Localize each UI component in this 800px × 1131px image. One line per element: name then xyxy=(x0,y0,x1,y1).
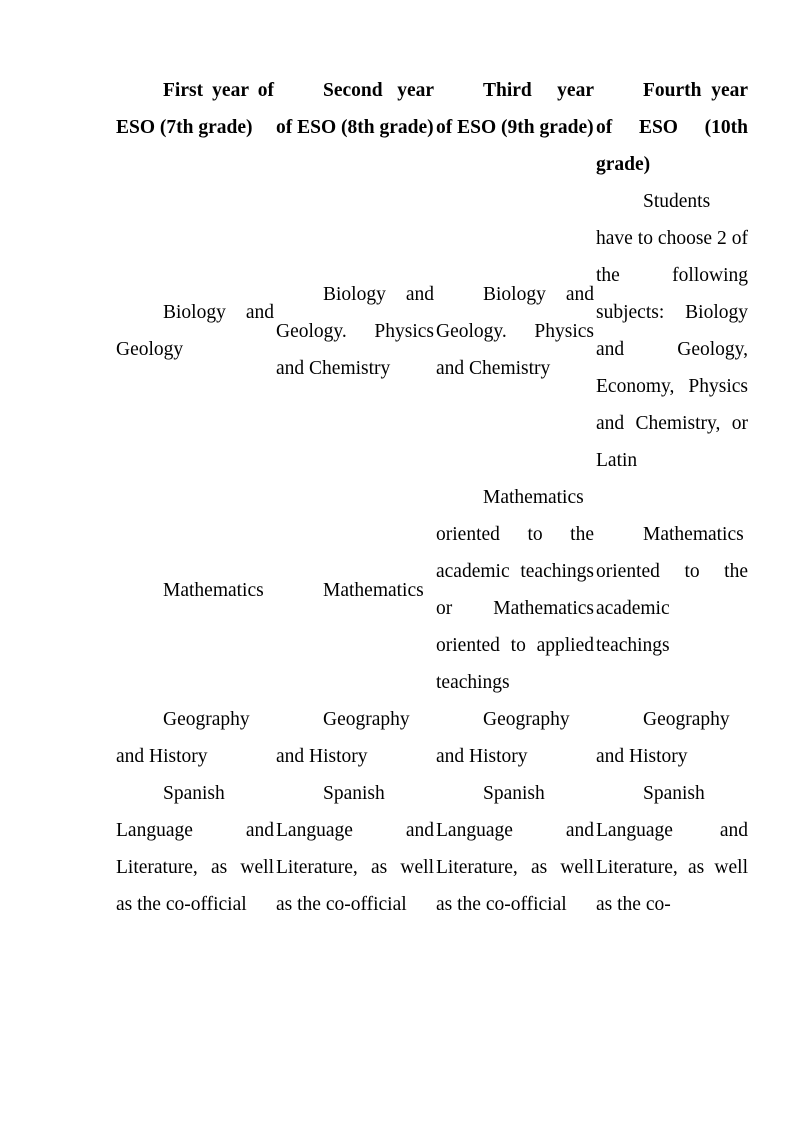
table-row-spanish-language xyxy=(116,775,748,923)
cell-geo-second: Geography and History xyxy=(276,709,410,767)
eso-subjects-table xyxy=(116,72,748,923)
header-third-year: Third year of ESO (9th grade) xyxy=(436,80,594,138)
header-second-year: Second year of ESO (8th grade) xyxy=(276,80,434,138)
cell-science-second: Biology and Geology. Physics and Chemistry xyxy=(276,283,434,379)
cell-science-first: Biology and Geology xyxy=(116,302,274,360)
header-first-year: First year of ESO (7th grade) xyxy=(116,80,274,138)
cell-math-second: Mathematics xyxy=(323,579,424,601)
cell-spanish-fourth: Spanish Language and Literature, as well as the co- xyxy=(596,783,748,915)
cell-spanish-first: Spanish Language and Literature, as well as the co-official xyxy=(116,783,274,915)
cell-geo-third: Geography and History xyxy=(436,709,570,767)
cell-science-fourth: Students have to choose 2 of the following subjects: Biology and Geology, Economy, Physics and Chemistry, or Latin xyxy=(596,191,748,471)
cell-math-third: Mathematics oriented to the academic teachings or Mathematics oriented to applied teachings xyxy=(436,487,594,693)
cell-math-first: Mathematics xyxy=(163,579,264,601)
cell-geo-fourth: Geography and History xyxy=(596,709,730,767)
table-row-science xyxy=(116,183,748,479)
table-header-row xyxy=(116,72,748,183)
header-fourth-year: Fourth year of ESO (10th grade) xyxy=(596,80,748,175)
cell-science-third: Biology and Geology. Physics and Chemistry xyxy=(436,283,594,379)
cell-math-fourth: Mathematics oriented to the academic teachings xyxy=(596,524,748,656)
table-row-geography-history xyxy=(116,701,748,775)
table-row-mathematics xyxy=(116,479,748,701)
cell-geo-first: Geography and History xyxy=(116,709,250,767)
cell-spanish-third: Spanish Language and Literature, as well as the co-official xyxy=(436,783,594,915)
cell-spanish-second: Spanish Language and Literature, as well as the co-official xyxy=(276,783,434,915)
